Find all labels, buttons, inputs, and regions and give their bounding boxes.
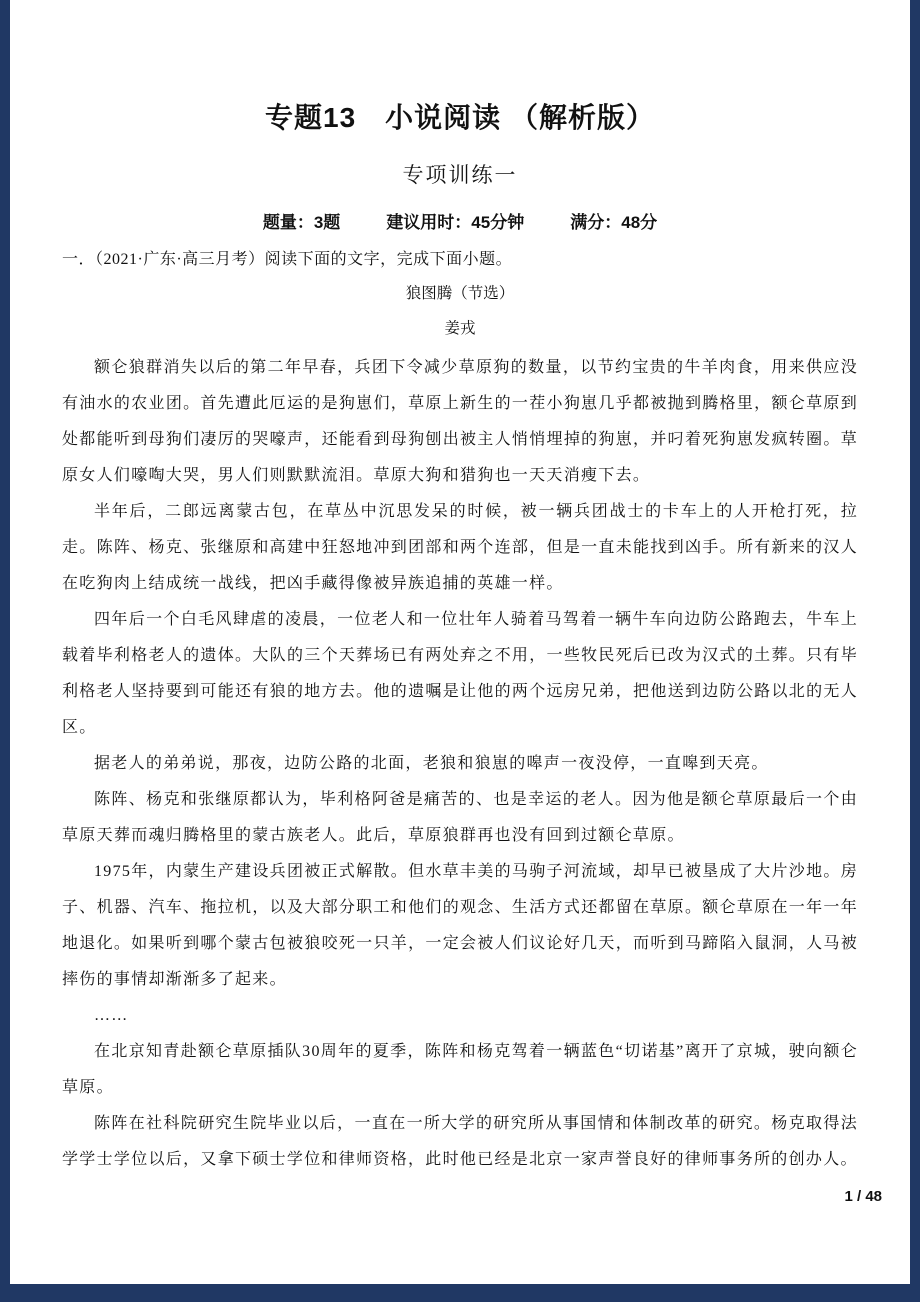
article-paragraph: 在北京知青赴额仑草原插队30周年的夏季，陈阵和杨克驾着一辆蓝色“切诺基”离开了京城，驶向额仑草原。 — [62, 1043, 858, 1096]
question-intro: 一．（2021·广东·高三月考）阅读下面的文字，完成下面小题。 — [62, 251, 513, 268]
article-paragraph: 额仑狼群消失以后的第二年早春，兵团下令减少草原狗的数量，以节约宝贵的牛羊肉食，用来供应没有油水的农业团。首先遭此厄运的是狗崽们，草原上新生的一茬小狗崽几乎都被抛到腾格里，额仑草原到处都能听到母狗们凄厉的哭嚎声，还能看到母狗刨出被主人悄悄埋掉的狗崽，并叼着死狗崽发疯转圈。草原女人们嚎啕大哭，男人们则默默流泪。草原大狗和猎狗也一天天消瘦下去。 — [62, 359, 858, 484]
page-number: 1 / 48 — [844, 1188, 882, 1205]
page-title: 专题13 小说阅读 （解析版） — [265, 102, 655, 133]
article-paragraph: 陈阵、杨克和张继原都认为，毕利格阿爸是痛苦的、也是幸运的老人。因为他是额仑草原最后一个由草原天葬而魂归腾格里的蒙古族老人。此后，草原狼群再也没有回到过额仑草原。 — [62, 791, 858, 844]
article-body — [62, 350, 858, 1178]
page-border-right — [910, 0, 920, 1302]
article-title: 狼图腾（节选） — [405, 285, 515, 302]
article-paragraph: …… — [94, 1007, 129, 1024]
article-paragraph: 1975年，内蒙生产建设兵团被正式解散。但水草丰美的马驹子河流域，却早已被垦成了大片沙地。房子、机器、汽车、拖拉机，以及大部分职工和他们的观念、生活方式还都留在草原。额仑草原在一年一年地退化。如果听到哪个蒙古包被狼咬死一只羊，一定会被人们议论好几天，而听到马蹄陷入鼠洞，人马被摔伤的事情却渐渐多了起来。 — [62, 863, 858, 988]
article-paragraph: 半年后，二郎远离蒙古包，在草丛中沉思发呆的时候，被一辆兵团战士的卡车上的人开枪打死，拉走。陈阵、杨克、张继原和高建中狂怒地冲到团部和两个连部，但是一直未能找到凶手。所有新来的汉人在吃狗肉上结成统一战线，把凶手藏得像被异族追捕的英雄一样。 — [62, 503, 858, 592]
meta-full-score: 满分：48分 — [570, 213, 658, 232]
meta-question-count: 题量：3题 — [262, 213, 341, 232]
exam-meta-row — [62, 210, 858, 236]
article-paragraph: 陈阵在社科院研究生院毕业以后，一直在一所大学的研究所从事国情和体制改革的研究。杨克取得法学学士学位以后，又拿下硕士学位和律师资格，此时他已经是北京一家声誉良好的律师事务所的创办人。 — [62, 1115, 858, 1168]
page-border-bottom — [0, 1284, 920, 1302]
article-paragraph: 四年后一个白毛风肆虐的凌晨，一位老人和一位壮年人骑着马驾着一辆牛车向边防公路跑去，牛车上载着毕利格老人的遗体。大队的三个天葬场已有两处弃之不用，一些牧民死后已改为汉式的土葬。只有毕利格老人坚持要到可能还有狼的地方去。他的遗嘱是让他的两个远房兄弟，把他送到边防公路以北的无人区。 — [62, 611, 858, 736]
article-paragraph: 据老人的弟弟说，那夜，边防公路的北面，老狼和狼崽的嗥声一夜没停，一直嗥到天亮。 — [94, 755, 769, 772]
meta-suggested-time: 建议用时：45分钟 — [386, 213, 525, 232]
page-border-left — [0, 0, 10, 1302]
page-subtitle: 专项训练一 — [402, 163, 518, 187]
article-author: 姜戎 — [444, 320, 476, 337]
